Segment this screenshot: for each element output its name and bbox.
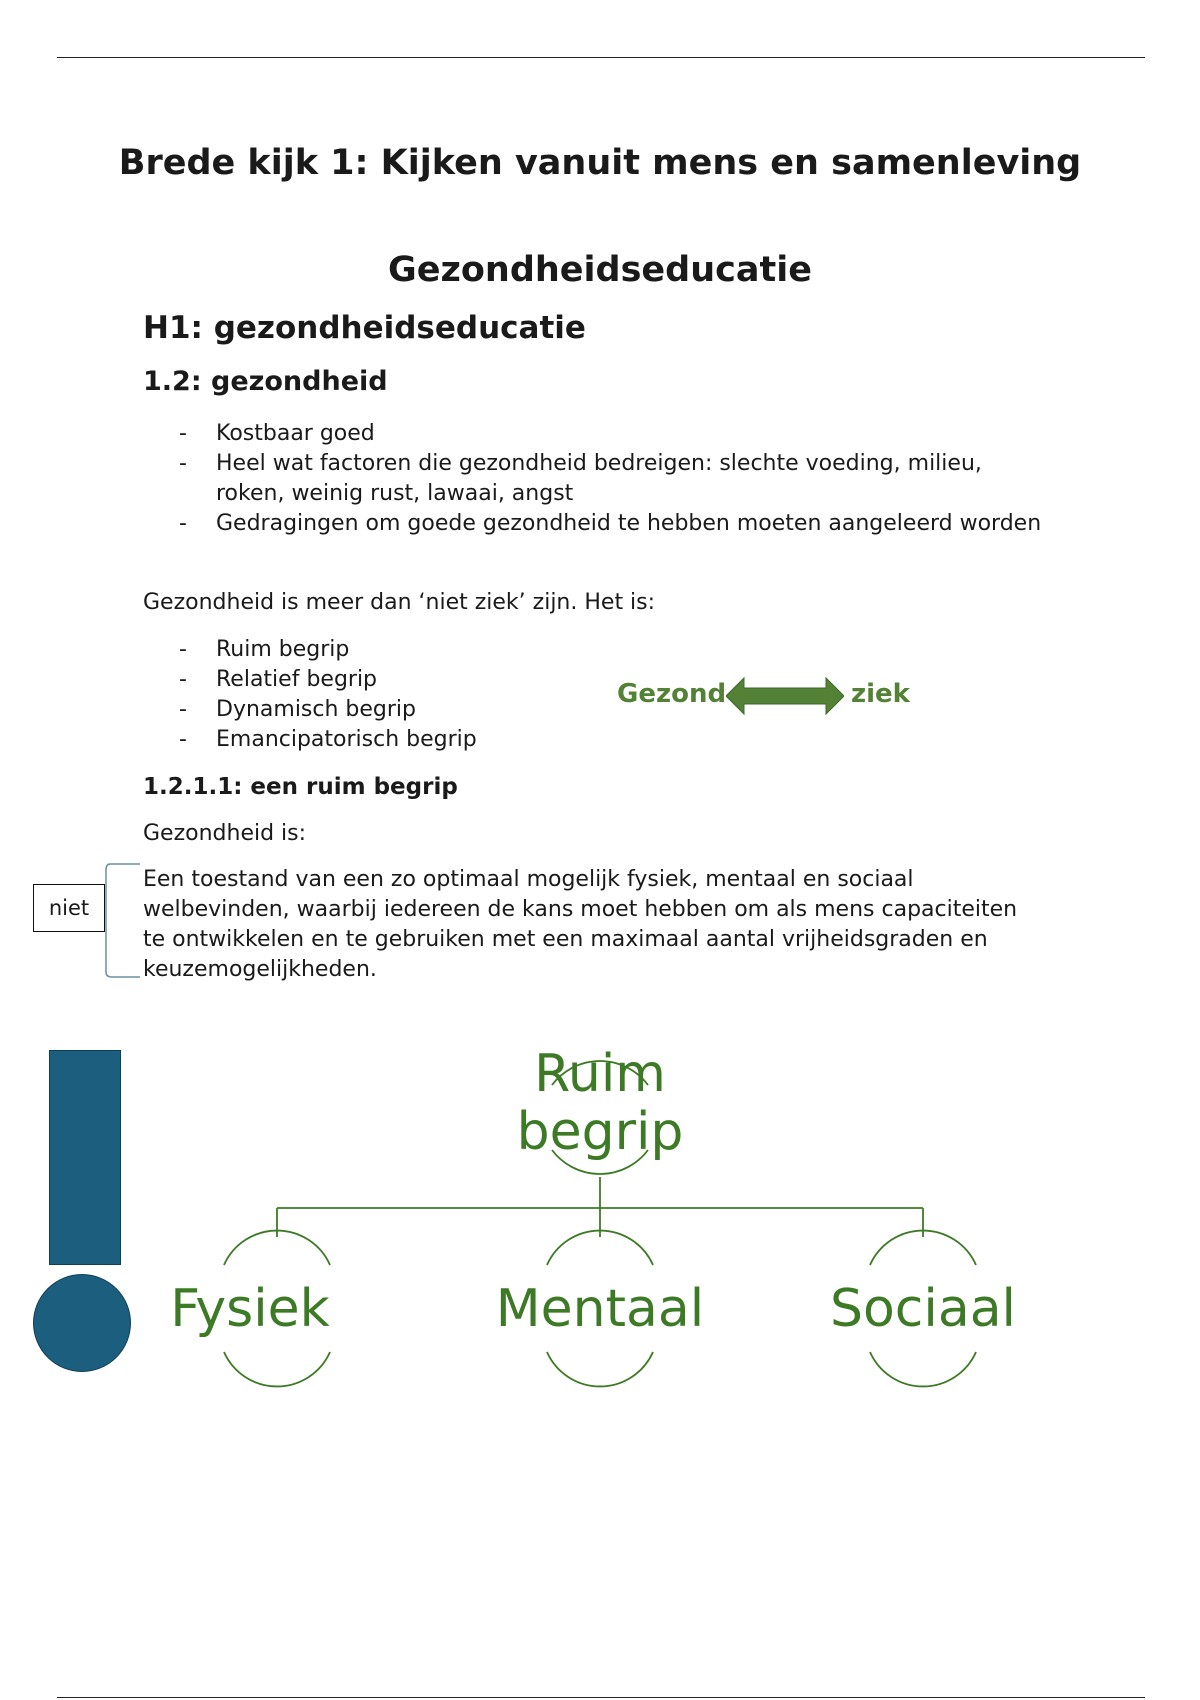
list-item: - Kostbaar goed [179, 421, 375, 446]
list-item: - Ruim begrip [179, 637, 350, 662]
list-item: - Dynamisch begrip [179, 697, 417, 722]
margin-note: niet [33, 884, 105, 932]
diagram-node-physical: Fysiek [170, 1279, 330, 1339]
spectrum-label-sick: ziek [851, 679, 910, 709]
double-arrow-icon [726, 674, 844, 718]
exclamation-dot [33, 1274, 131, 1372]
definition-intro: Gezondheid is: [143, 821, 307, 846]
list-item: - Gedragingen om goede gezondheid te hebben moeten aangeleerd worden [179, 511, 1042, 536]
diagram-node-social: Sociaal [829, 1279, 1017, 1339]
health-definition: Een toestand van een zo optimaal mogelijk fysiek, mentaal en sociaal welbevinden, waarbij iedereen de kans moet hebben om als mens capaciteiten te ontwikkelen en te gebruiken met een maximaal aantal vrijheidsgraden en keuzemogelijkheden. [143, 867, 1018, 982]
subsection-heading: 1.2.1.1: een ruim begrip [143, 774, 458, 800]
chapter-heading: H1: gezondheidseducatie [143, 310, 586, 346]
footer-rule [57, 1697, 1145, 1698]
document-subtitle: Gezondheidseducatie [388, 250, 812, 290]
list-item: - Emancipatorisch begrip [179, 727, 477, 752]
bracket-connector [100, 860, 142, 982]
document-title: Brede kijk 1: Kijken vanuit mens en samenleving [118, 143, 1082, 183]
health-intro: Gezondheid is meer dan ‘niet ziek’ zijn. Het is: [143, 590, 656, 615]
diagram-root-node: Ruim begrip [516, 1044, 684, 1162]
factors-list [143, 419, 1043, 539]
diagram-node-mental: Mentaal [495, 1279, 705, 1339]
concepts-list [143, 635, 603, 755]
exclamation-bar [49, 1050, 121, 1265]
spectrum-label-healthy: Gezond [617, 679, 727, 709]
list-item: - Heel wat factoren die gezondheid bedreigen: slechte voeding, milieu, roken, weinig rust, lawaai, angst [179, 451, 982, 506]
header-rule [57, 57, 1145, 58]
list-item: - Relatief begrip [179, 667, 378, 692]
section-heading: 1.2: gezondheid [143, 366, 388, 397]
